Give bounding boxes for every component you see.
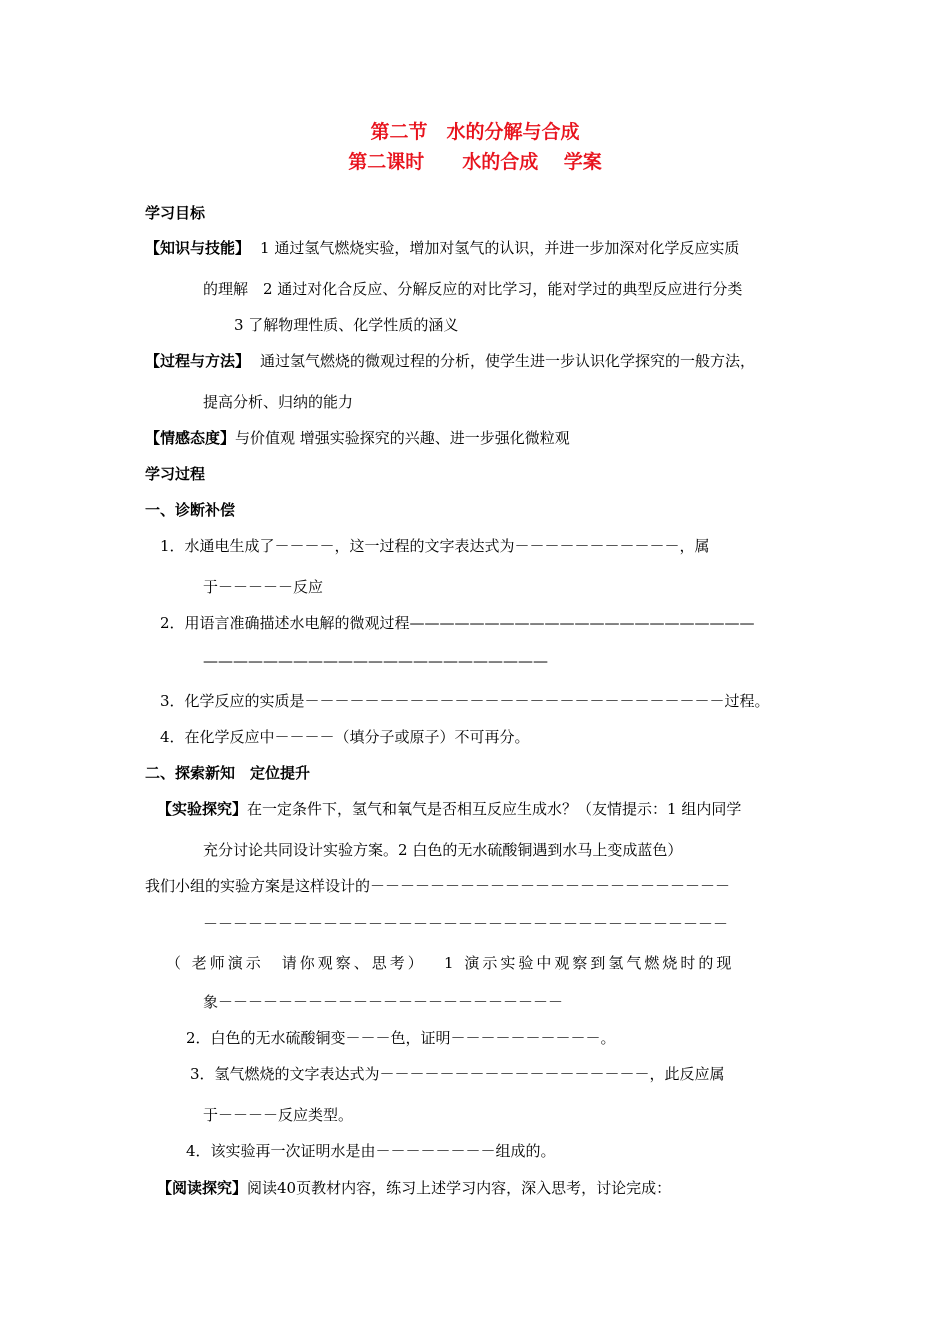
emotion-text: 与价值观 增强实验探究的兴趣、进一步强化微粒观 — [235, 429, 570, 447]
knowledge-line-1 — [145, 237, 739, 259]
knowledge-line-2: 的理解 2 通过对化合反应、分解反应的对比学习，能对学过的典型反应进行分类 — [203, 280, 743, 298]
emotion-line — [145, 427, 570, 449]
question-1-line-1: 1．水通电生成了－－－－，这一过程的文字表达式为－－－－－－－－－－－，属 — [160, 537, 710, 555]
plan-line-1: 我们小组的实验方案是这样设计的－－－－－－－－－－－－－－－－－－－－－－－－ — [145, 877, 731, 895]
experiment-line-1 — [157, 798, 741, 820]
experiment-line-2: 充分讨论共同设计实验方案。2 白色的无水硫酸铜遇到水马上变成蓝色） — [203, 841, 683, 859]
knowledge-line-3: 3 了解物理性质、化学性质的涵义 — [234, 316, 459, 334]
demo-item-3-line-1: 3．氢气燃烧的文字表达式为－－－－－－－－－－－－－－－－－－，此反应属 — [190, 1065, 725, 1083]
demo-line-2: 象－－－－－－－－－－－－－－－－－－－－－－－ — [203, 993, 564, 1011]
process-method-label: 【过程与方法】 — [145, 352, 251, 370]
demo-line-1: （ 老师演示 请你观察、思考） 1 演示实验中观察到氢气燃烧时的现 — [166, 954, 735, 972]
section-2-heading: 二、探索新知 定位提升 — [145, 764, 311, 782]
doc-title-line2: 第二课时 水的合成 学案 — [348, 151, 602, 173]
process-method-line-1 — [145, 350, 755, 372]
demo-item-3-line-2: 于－－－－反应类型。 — [203, 1106, 354, 1124]
knowledge-label: 【知识与技能】 — [145, 239, 251, 257]
reading-line-1 — [157, 1177, 671, 1199]
question-4: 4．在化学反应中－－－－（填分子或原子）不可再分。 — [160, 728, 530, 746]
section-1-heading: 一、诊断补偿 — [145, 501, 236, 519]
process-method-line-2: 提高分析、归纳的能力 — [203, 393, 354, 411]
experiment-text-1: 在一定条件下，氢气和氧气是否相互反应生成水？（友情提示：1 组内同学 — [247, 800, 742, 818]
reading-text-1: 阅读40页教材内容，练习上述学习内容，深入思考，讨论完成： — [247, 1179, 672, 1197]
demo-item-2: 2．白色的无水硫酸铜变－－－色，证明－－－－－－－－－－。 — [186, 1029, 616, 1047]
demo-item-4: 4．该实验再一次证明水是由－－－－－－－－组成的。 — [186, 1142, 556, 1160]
question-2-line-2: ——————————————————————— — [203, 652, 548, 670]
reading-label: 【阅读探究】 — [157, 1179, 248, 1197]
experiment-label: 【实验探究】 — [157, 800, 248, 818]
question-3: 3．化学反应的实质是－－－－－－－－－－－－－－－－－－－－－－－－－－－－过程。 — [160, 692, 770, 710]
question-1-line-2: 于－－－－－反应 — [203, 578, 324, 596]
doc-title-line1: 第二节 水的分解与合成 — [370, 121, 580, 143]
objectives-heading: 学习目标 — [145, 204, 206, 222]
process-heading: 学习过程 — [145, 465, 206, 483]
emotion-label: 【情感态度】 — [145, 429, 236, 447]
process-method-text-1: 通过氢气燃烧的微观过程的分析，使学生进一步认识化学探究的一般方法， — [260, 352, 756, 370]
question-2-line-1: 2．用语言准确描述水电解的微观过程——————————————————————— — [160, 614, 755, 632]
knowledge-text-1: 1 通过氢气燃烧实验，增加对氢气的认识，并进一步加深对化学反应实质 — [260, 239, 740, 257]
plan-line-2: －－－－－－－－－－－－－－－－－－－－－－－－－－－－－－－－－－－ — [203, 915, 729, 933]
